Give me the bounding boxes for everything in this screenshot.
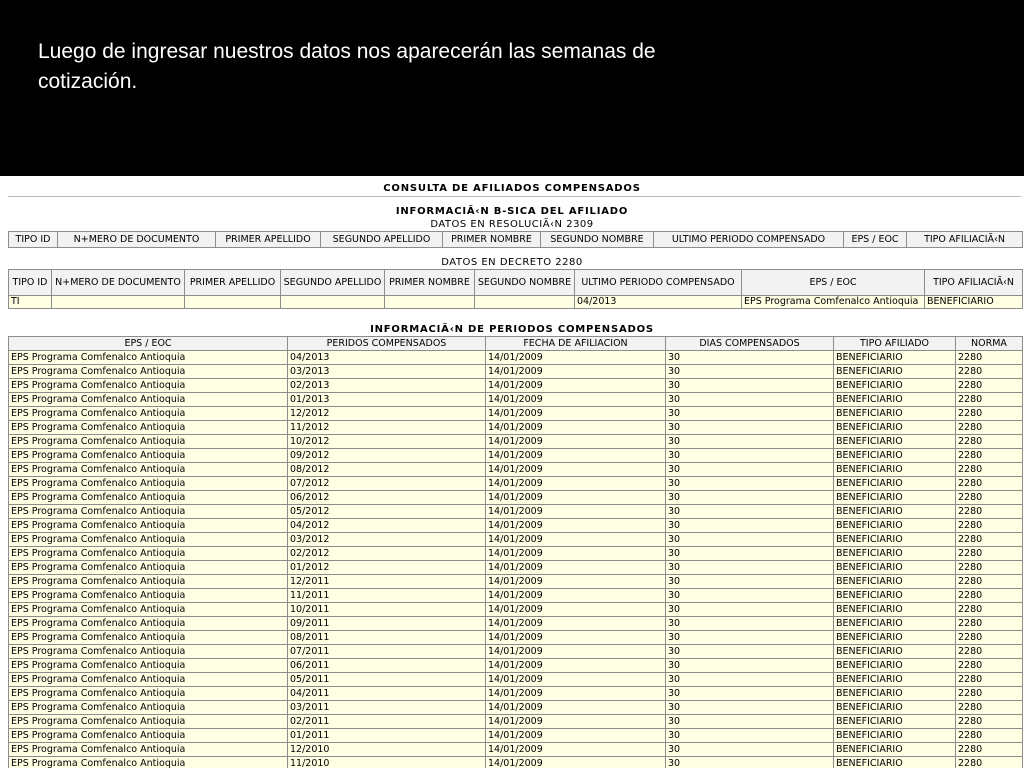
table-cell: 09/2012 <box>288 449 486 463</box>
table-cell: 2280 <box>956 519 1023 533</box>
table-cell: 30 <box>666 547 834 561</box>
table-row <box>9 743 1023 757</box>
table-cell: 2280 <box>956 687 1023 701</box>
table-cell <box>475 296 575 309</box>
table-cell: EPS Programa Comfenalco Antioquia <box>9 645 288 659</box>
table-row <box>9 603 1023 617</box>
periods-table <box>8 336 1022 768</box>
table-row <box>9 491 1023 505</box>
table-cell: 2280 <box>956 575 1023 589</box>
table-row <box>9 673 1023 687</box>
table-cell: TI <box>9 296 52 309</box>
basic-info-subtitle: DATOS EN RESOLUCIÃ‹N 2309 <box>430 219 594 230</box>
table-cell: 30 <box>666 631 834 645</box>
table-cell: 30 <box>666 575 834 589</box>
table-cell: 14/01/2009 <box>486 561 666 575</box>
table-cell: 14/01/2009 <box>486 547 666 561</box>
periods-title: INFORMACIÃ‹N DE PERIODOS COMPENSADOS <box>370 324 654 335</box>
table-row <box>9 617 1023 631</box>
table-cell: 30 <box>666 533 834 547</box>
table-row <box>9 645 1023 659</box>
table-cell: BENEFICIARIO <box>834 463 956 477</box>
column-header: N+MERO DE DOCUMENTO <box>58 232 216 248</box>
table-cell: 30 <box>666 435 834 449</box>
table-cell: 30 <box>666 463 834 477</box>
table-cell: 14/01/2009 <box>486 757 666 768</box>
table-cell: 30 <box>666 477 834 491</box>
table-cell: BENEFICIARIO <box>834 645 956 659</box>
table-cell: 2280 <box>956 617 1023 631</box>
page-title: CONSULTA DE AFILIADOS COMPENSADOS <box>383 183 641 194</box>
table-cell: 14/01/2009 <box>486 477 666 491</box>
table-cell: 30 <box>666 757 834 768</box>
table-row <box>9 351 1023 365</box>
table-cell: 30 <box>666 715 834 729</box>
table-cell: EPS Programa Comfenalco Antioquia <box>9 617 288 631</box>
decree-data-row <box>9 296 1023 309</box>
table-cell: 2280 <box>956 631 1023 645</box>
table-cell: EPS Programa Comfenalco Antioquia <box>9 435 288 449</box>
table-cell: 30 <box>666 673 834 687</box>
column-header: TIPO AFILIACIÃ‹N <box>907 232 1023 248</box>
column-header: SEGUNDO NOMBRE <box>541 232 654 248</box>
basic-info-title: INFORMACIÃ‹N B-SICA DEL AFILIADO <box>395 206 629 217</box>
table-cell: 02/2012 <box>288 547 486 561</box>
column-header: EPS / EOC <box>742 270 925 296</box>
table-cell: EPS Programa Comfenalco Antioquia <box>9 407 288 421</box>
table-cell: 11/2012 <box>288 421 486 435</box>
table-cell: BENEFICIARIO <box>834 449 956 463</box>
table-cell: 14/01/2009 <box>486 673 666 687</box>
table-cell: 2280 <box>956 505 1023 519</box>
table-cell: EPS Programa Comfenalco Antioquia <box>9 421 288 435</box>
screenshot-panel <box>0 176 1024 768</box>
table-cell: 14/01/2009 <box>486 407 666 421</box>
table-cell: 06/2011 <box>288 659 486 673</box>
table-cell: 02/2013 <box>288 379 486 393</box>
column-header: EPS / EOC <box>844 232 907 248</box>
table-cell: 30 <box>666 603 834 617</box>
table-cell: 03/2011 <box>288 701 486 715</box>
table-cell: 14/01/2009 <box>486 449 666 463</box>
table-row <box>9 505 1023 519</box>
column-header: PRIMER APELLIDO <box>216 232 321 248</box>
table-cell: 12/2012 <box>288 407 486 421</box>
table-cell: 14/01/2009 <box>486 463 666 477</box>
table-cell: 14/01/2009 <box>486 631 666 645</box>
column-header: PRIMER NOMBRE <box>443 232 541 248</box>
table-cell: 30 <box>666 351 834 365</box>
table-cell: 30 <box>666 407 834 421</box>
table-cell: BENEFICIARIO <box>834 435 956 449</box>
table-row <box>9 659 1023 673</box>
table-cell: EPS Programa Comfenalco Antioquia <box>9 715 288 729</box>
table-cell: 30 <box>666 617 834 631</box>
table-cell: BENEFICIARIO <box>834 659 956 673</box>
table-row <box>9 561 1023 575</box>
table-cell: BENEFICIARIO <box>834 673 956 687</box>
table-cell: EPS Programa Comfenalco Antioquia <box>9 687 288 701</box>
table-cell: BENEFICIARIO <box>834 505 956 519</box>
decree-header-row <box>9 270 1023 296</box>
table-cell: BENEFICIARIO <box>834 547 956 561</box>
table-cell: 14/01/2009 <box>486 519 666 533</box>
table-cell: 14/01/2009 <box>486 505 666 519</box>
column-header: SEGUNDO APELLIDO <box>281 270 385 296</box>
table-cell: 2280 <box>956 463 1023 477</box>
table-cell: 30 <box>666 393 834 407</box>
table-cell: BENEFICIARIO <box>834 757 956 768</box>
table-cell: EPS Programa Comfenalco Antioquia <box>9 533 288 547</box>
table-cell: EPS Programa Comfenalco Antioquia <box>9 449 288 463</box>
table-cell: 01/2011 <box>288 729 486 743</box>
table-cell: EPS Programa Comfenalco Antioquia <box>9 673 288 687</box>
table-cell: 30 <box>666 659 834 673</box>
table-cell: 14/01/2009 <box>486 617 666 631</box>
column-header: ULTIMO PERIODO COMPENSADO <box>654 232 844 248</box>
table-cell: 10/2012 <box>288 435 486 449</box>
table-cell: EPS Programa Comfenalco Antioquia <box>9 505 288 519</box>
table-cell: 10/2011 <box>288 603 486 617</box>
table-cell: 2280 <box>956 715 1023 729</box>
table-cell: 14/01/2009 <box>486 393 666 407</box>
table-cell: 2280 <box>956 407 1023 421</box>
table-cell: BENEFICIARIO <box>834 631 956 645</box>
table-cell: 2280 <box>956 603 1023 617</box>
column-header: EPS / EOC <box>9 337 288 351</box>
table-cell: BENEFICIARIO <box>834 379 956 393</box>
table-cell: 01/2013 <box>288 393 486 407</box>
table-cell: EPS Programa Comfenalco Antioquia <box>9 351 288 365</box>
table-cell: 2280 <box>956 673 1023 687</box>
table-cell: EPS Programa Comfenalco Antioquia <box>9 757 288 768</box>
slide-header <box>0 0 1024 176</box>
table-cell: 2280 <box>956 491 1023 505</box>
table-cell: BENEFICIARIO <box>834 477 956 491</box>
table-cell: EPS Programa Comfenalco Antioquia <box>9 365 288 379</box>
table-cell: 14/01/2009 <box>486 701 666 715</box>
table-cell: EPS Programa Comfenalco Antioquia <box>9 575 288 589</box>
column-header: FECHA DE AFILIACION <box>486 337 666 351</box>
table-cell: 30 <box>666 589 834 603</box>
table-cell: 2280 <box>956 757 1023 768</box>
table-cell: BENEFICIARIO <box>834 575 956 589</box>
table-cell: 30 <box>666 421 834 435</box>
table-cell: EPS Programa Comfenalco Antioquia <box>9 561 288 575</box>
column-header: SEGUNDO APELLIDO <box>321 232 443 248</box>
column-header: TIPO AFILIACIÃ‹N <box>925 270 1023 296</box>
table-cell: BENEFICIARIO <box>834 715 956 729</box>
table-cell: 2280 <box>956 351 1023 365</box>
table-cell: BENEFICIARIO <box>834 687 956 701</box>
table-cell: EPS Programa Comfenalco Antioquia <box>742 296 925 309</box>
table-cell: 2280 <box>956 365 1023 379</box>
table-cell: 08/2012 <box>288 463 486 477</box>
table-cell: 2280 <box>956 701 1023 715</box>
table-cell: 14/01/2009 <box>486 589 666 603</box>
table-cell: 03/2013 <box>288 365 486 379</box>
table-cell: BENEFICIARIO <box>834 589 956 603</box>
table-row <box>9 533 1023 547</box>
table-cell: BENEFICIARIO <box>834 701 956 715</box>
table-cell: 12/2010 <box>288 743 486 757</box>
table-cell <box>385 296 475 309</box>
table-row <box>9 631 1023 645</box>
table-cell: 30 <box>666 505 834 519</box>
table-row <box>9 519 1023 533</box>
table-row <box>9 589 1023 603</box>
table-row <box>9 715 1023 729</box>
column-header: NORMA <box>956 337 1023 351</box>
table-cell: 01/2012 <box>288 561 486 575</box>
periods-header-row <box>9 337 1023 351</box>
table-cell: 30 <box>666 687 834 701</box>
table-cell: 2280 <box>956 589 1023 603</box>
table-cell: BENEFICIARIO <box>834 407 956 421</box>
column-header: ULTIMO PERIODO COMPENSADO <box>575 270 742 296</box>
table-cell: 14/01/2009 <box>486 729 666 743</box>
table-cell: 14/01/2009 <box>486 365 666 379</box>
table-cell: 2280 <box>956 379 1023 393</box>
basic-info-heading <box>0 205 1024 230</box>
table-cell: 08/2011 <box>288 631 486 645</box>
table-cell: EPS Programa Comfenalco Antioquia <box>9 603 288 617</box>
table-cell: 05/2011 <box>288 673 486 687</box>
table-cell: 2280 <box>956 435 1023 449</box>
table-cell: BENEFICIARIO <box>834 491 956 505</box>
decree-table <box>8 269 1022 309</box>
table-cell: 11/2011 <box>288 589 486 603</box>
table-cell: 30 <box>666 449 834 463</box>
column-header: TIPO ID <box>9 232 58 248</box>
table-cell: EPS Programa Comfenalco Antioquia <box>9 729 288 743</box>
table-cell: 2280 <box>956 659 1023 673</box>
table-row <box>9 379 1023 393</box>
table-cell: 2280 <box>956 393 1023 407</box>
table-cell: 2280 <box>956 729 1023 743</box>
table-cell: 2280 <box>956 547 1023 561</box>
table-cell: BENEFICIARIO <box>834 421 956 435</box>
table-cell: EPS Programa Comfenalco Antioquia <box>9 547 288 561</box>
table-row <box>9 687 1023 701</box>
table-cell: EPS Programa Comfenalco Antioquia <box>9 631 288 645</box>
table-cell: 30 <box>666 743 834 757</box>
table-cell: EPS Programa Comfenalco Antioquia <box>9 589 288 603</box>
table-cell: BENEFICIARIO <box>834 393 956 407</box>
table-row <box>9 575 1023 589</box>
table-cell: 14/01/2009 <box>486 603 666 617</box>
slide-caption: Luego de ingresar nuestros datos nos aparecerán las semanas de cotización. <box>38 40 656 93</box>
table-cell: 14/01/2009 <box>486 687 666 701</box>
table-cell: 30 <box>666 701 834 715</box>
table-cell: 14/01/2009 <box>486 659 666 673</box>
periods-heading <box>0 323 1024 337</box>
table-cell: 02/2011 <box>288 715 486 729</box>
table-cell: 14/01/2009 <box>486 533 666 547</box>
divider <box>8 196 1021 197</box>
table-cell: 2280 <box>956 561 1023 575</box>
column-header: PERIDOS COMPENSADOS <box>288 337 486 351</box>
page-title-block <box>0 182 1024 197</box>
table-cell: 30 <box>666 645 834 659</box>
table-cell: 2280 <box>956 533 1023 547</box>
table-cell: 30 <box>666 561 834 575</box>
table-row <box>9 435 1023 449</box>
decree-title: DATOS EN DECRETO 2280 <box>441 257 583 268</box>
table-row <box>9 757 1023 768</box>
column-header: N+MERO DE DOCUMENTO <box>52 270 185 296</box>
table-cell: 2280 <box>956 449 1023 463</box>
basic-info-table <box>8 231 1022 248</box>
table-cell: EPS Programa Comfenalco Antioquia <box>9 477 288 491</box>
table-cell: EPS Programa Comfenalco Antioquia <box>9 393 288 407</box>
table-cell: EPS Programa Comfenalco Antioquia <box>9 491 288 505</box>
table-cell: 2280 <box>956 477 1023 491</box>
table-cell: 30 <box>666 519 834 533</box>
table-cell: 03/2012 <box>288 533 486 547</box>
table-cell: BENEFICIARIO <box>834 351 956 365</box>
table-cell: BENEFICIARIO <box>834 519 956 533</box>
table-cell: 14/01/2009 <box>486 715 666 729</box>
table-cell: EPS Programa Comfenalco Antioquia <box>9 463 288 477</box>
table-cell: 30 <box>666 729 834 743</box>
table-row <box>9 547 1023 561</box>
periods-body <box>9 351 1023 768</box>
table-row <box>9 729 1023 743</box>
table-row <box>9 701 1023 715</box>
table-cell: 30 <box>666 491 834 505</box>
table-row <box>9 365 1023 379</box>
table-cell: 09/2011 <box>288 617 486 631</box>
table-cell: BENEFICIARIO <box>834 743 956 757</box>
table-cell: BENEFICIARIO <box>834 365 956 379</box>
table-cell: 05/2012 <box>288 505 486 519</box>
table-cell: 30 <box>666 365 834 379</box>
table-cell: 14/01/2009 <box>486 575 666 589</box>
table-cell <box>52 296 185 309</box>
table-cell: 12/2011 <box>288 575 486 589</box>
table-cell: 04/2013 <box>575 296 742 309</box>
table-cell: EPS Programa Comfenalco Antioquia <box>9 519 288 533</box>
table-row <box>9 463 1023 477</box>
table-row <box>9 421 1023 435</box>
table-cell: 14/01/2009 <box>486 379 666 393</box>
table-cell: 2280 <box>956 743 1023 757</box>
table-row <box>9 393 1023 407</box>
table-cell: 14/01/2009 <box>486 743 666 757</box>
table-cell: BENEFICIARIO <box>834 561 956 575</box>
table-cell: 14/01/2009 <box>486 421 666 435</box>
table-cell: 04/2011 <box>288 687 486 701</box>
table-row <box>9 449 1023 463</box>
column-header: PRIMER NOMBRE <box>385 270 475 296</box>
table-cell: EPS Programa Comfenalco Antioquia <box>9 701 288 715</box>
column-header: TIPO AFILIADO <box>834 337 956 351</box>
table-cell: 06/2012 <box>288 491 486 505</box>
table-cell: 14/01/2009 <box>486 435 666 449</box>
table-cell: EPS Programa Comfenalco Antioquia <box>9 379 288 393</box>
table-cell <box>281 296 385 309</box>
table-cell: 30 <box>666 379 834 393</box>
table-cell: 07/2011 <box>288 645 486 659</box>
table-cell: EPS Programa Comfenalco Antioquia <box>9 659 288 673</box>
table-cell: EPS Programa Comfenalco Antioquia <box>9 743 288 757</box>
basic-info-header-row <box>9 232 1023 248</box>
table-cell: 2280 <box>956 421 1023 435</box>
table-cell: 14/01/2009 <box>486 351 666 365</box>
decree-heading <box>0 257 1024 268</box>
table-cell: 04/2013 <box>288 351 486 365</box>
table-cell: BENEFICIARIO <box>834 533 956 547</box>
table-cell: 04/2012 <box>288 519 486 533</box>
table-cell: 11/2010 <box>288 757 486 768</box>
column-header: DIAS COMPENSADOS <box>666 337 834 351</box>
table-cell: 07/2012 <box>288 477 486 491</box>
column-header: SEGUNDO NOMBRE <box>475 270 575 296</box>
table-cell: 2280 <box>956 645 1023 659</box>
table-cell: BENEFICIARIO <box>834 617 956 631</box>
table-cell: BENEFICIARIO <box>925 296 1023 309</box>
column-header: PRIMER APELLIDO <box>185 270 281 296</box>
table-cell: 14/01/2009 <box>486 491 666 505</box>
table-row <box>9 407 1023 421</box>
table-cell <box>185 296 281 309</box>
table-cell: 14/01/2009 <box>486 645 666 659</box>
column-header: TIPO ID <box>9 270 52 296</box>
table-row <box>9 477 1023 491</box>
table-cell: BENEFICIARIO <box>834 729 956 743</box>
table-cell: BENEFICIARIO <box>834 603 956 617</box>
